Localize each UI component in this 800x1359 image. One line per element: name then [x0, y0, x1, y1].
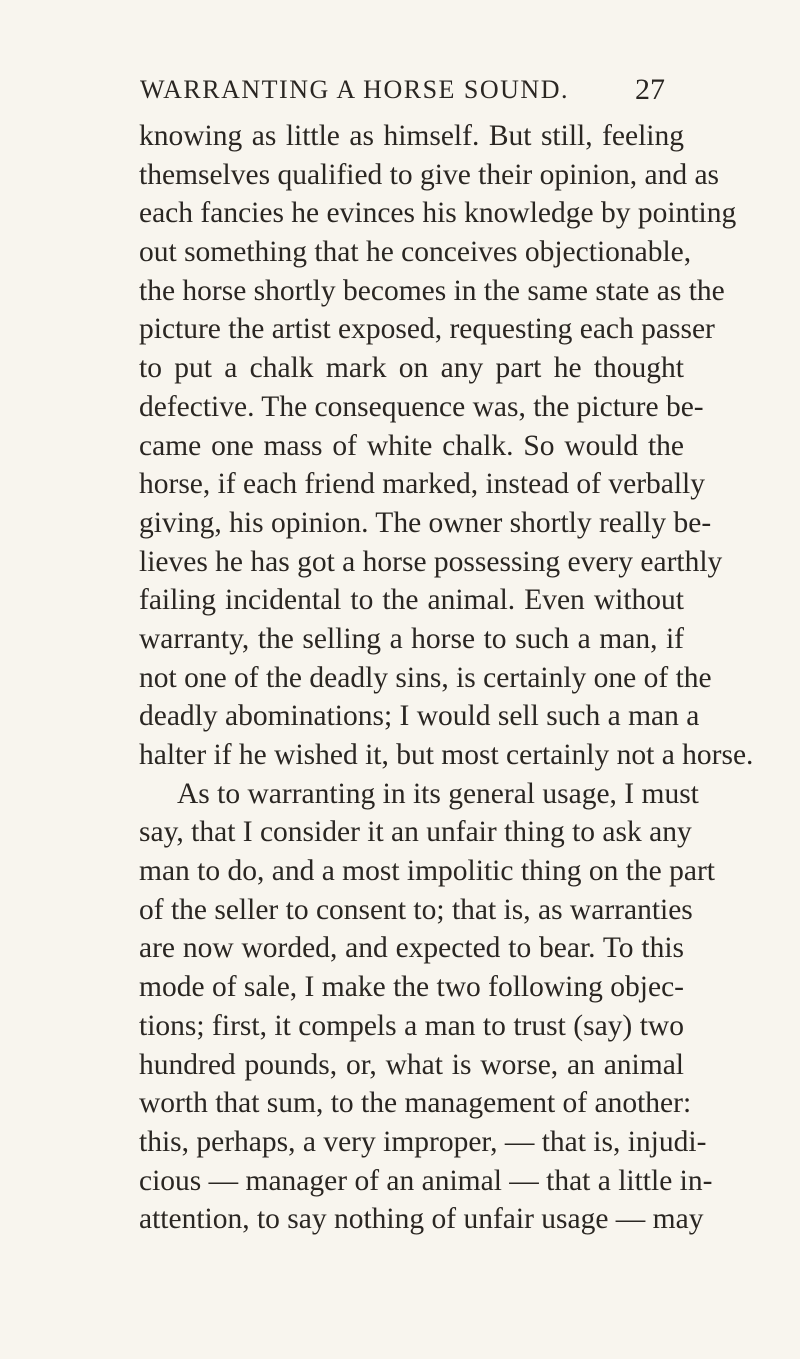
text-line: of the seller to consent to; that is, as warranties — [139, 893, 693, 926]
text-line: picture the artist exposed, requesting each passer — [139, 313, 715, 346]
text-line: mode of sale, I make the two following objec- — [139, 971, 684, 1004]
text-line: themselves qualified to give their opinion, and as — [139, 158, 720, 191]
text-line: horse, if each friend marked, instead of verbally — [139, 468, 706, 501]
text-line: man to do, and a most impolitic thing on the part — [139, 855, 715, 888]
text-line: say, that I consider it an unfair thing to ask any — [139, 816, 692, 849]
text-line: worth that sum, to the management of another: — [139, 1087, 692, 1120]
text-line: are now worded, and expected to bear. To this — [139, 932, 684, 965]
text-line: tions; first, it compels a man to trust (say) two — [139, 1009, 684, 1042]
text-line: deadly abominations; I would sell such a man a — [139, 700, 700, 733]
text-line: warranty, the selling a horse to such a man, if — [139, 622, 684, 655]
page-header — [140, 70, 665, 110]
text-line: each fancies he evinces his knowledge by pointing — [139, 197, 737, 230]
text-line: to put a chalk mark on any part he thought — [139, 352, 684, 385]
text-line: failing incidental to the animal. Even without — [139, 584, 684, 617]
text-line: halter if he wished it, but most certainly not a horse. — [139, 739, 754, 771]
text-line: As to warranting in its general usage, I must — [177, 777, 699, 810]
text-line: the horse shortly becomes in the same state as the — [139, 274, 725, 307]
text-line: giving, his opinion. The owner shortly really be- — [139, 506, 712, 539]
text-line: this, perhaps, a very improper, — that is, injudi- — [139, 1125, 707, 1158]
text-line: lieves he has got a horse possessing every earthly — [139, 545, 723, 578]
text-line: attention, to say nothing of unfair usage — may — [139, 1203, 704, 1236]
text-line: came one mass of white chalk. So would the — [139, 429, 684, 462]
text-line: cious — manager of an animal — that a little in- — [139, 1164, 713, 1197]
text-line: defective. The consequence was, the picture be- — [139, 390, 704, 423]
body-text — [139, 117, 754, 1239]
text-line: not one of the deadly sins, is certainly one of the — [139, 661, 712, 694]
text-line: out something that he conceives objectionable, — [139, 236, 692, 269]
page-number: 27 — [635, 73, 665, 106]
text-line: hundred pounds, or, what is worse, an animal — [139, 1048, 684, 1081]
running-head: WARRANTING A HORSE SOUND. — [140, 75, 569, 104]
text-line: knowing as little as himself. But still, feeling — [139, 120, 684, 152]
